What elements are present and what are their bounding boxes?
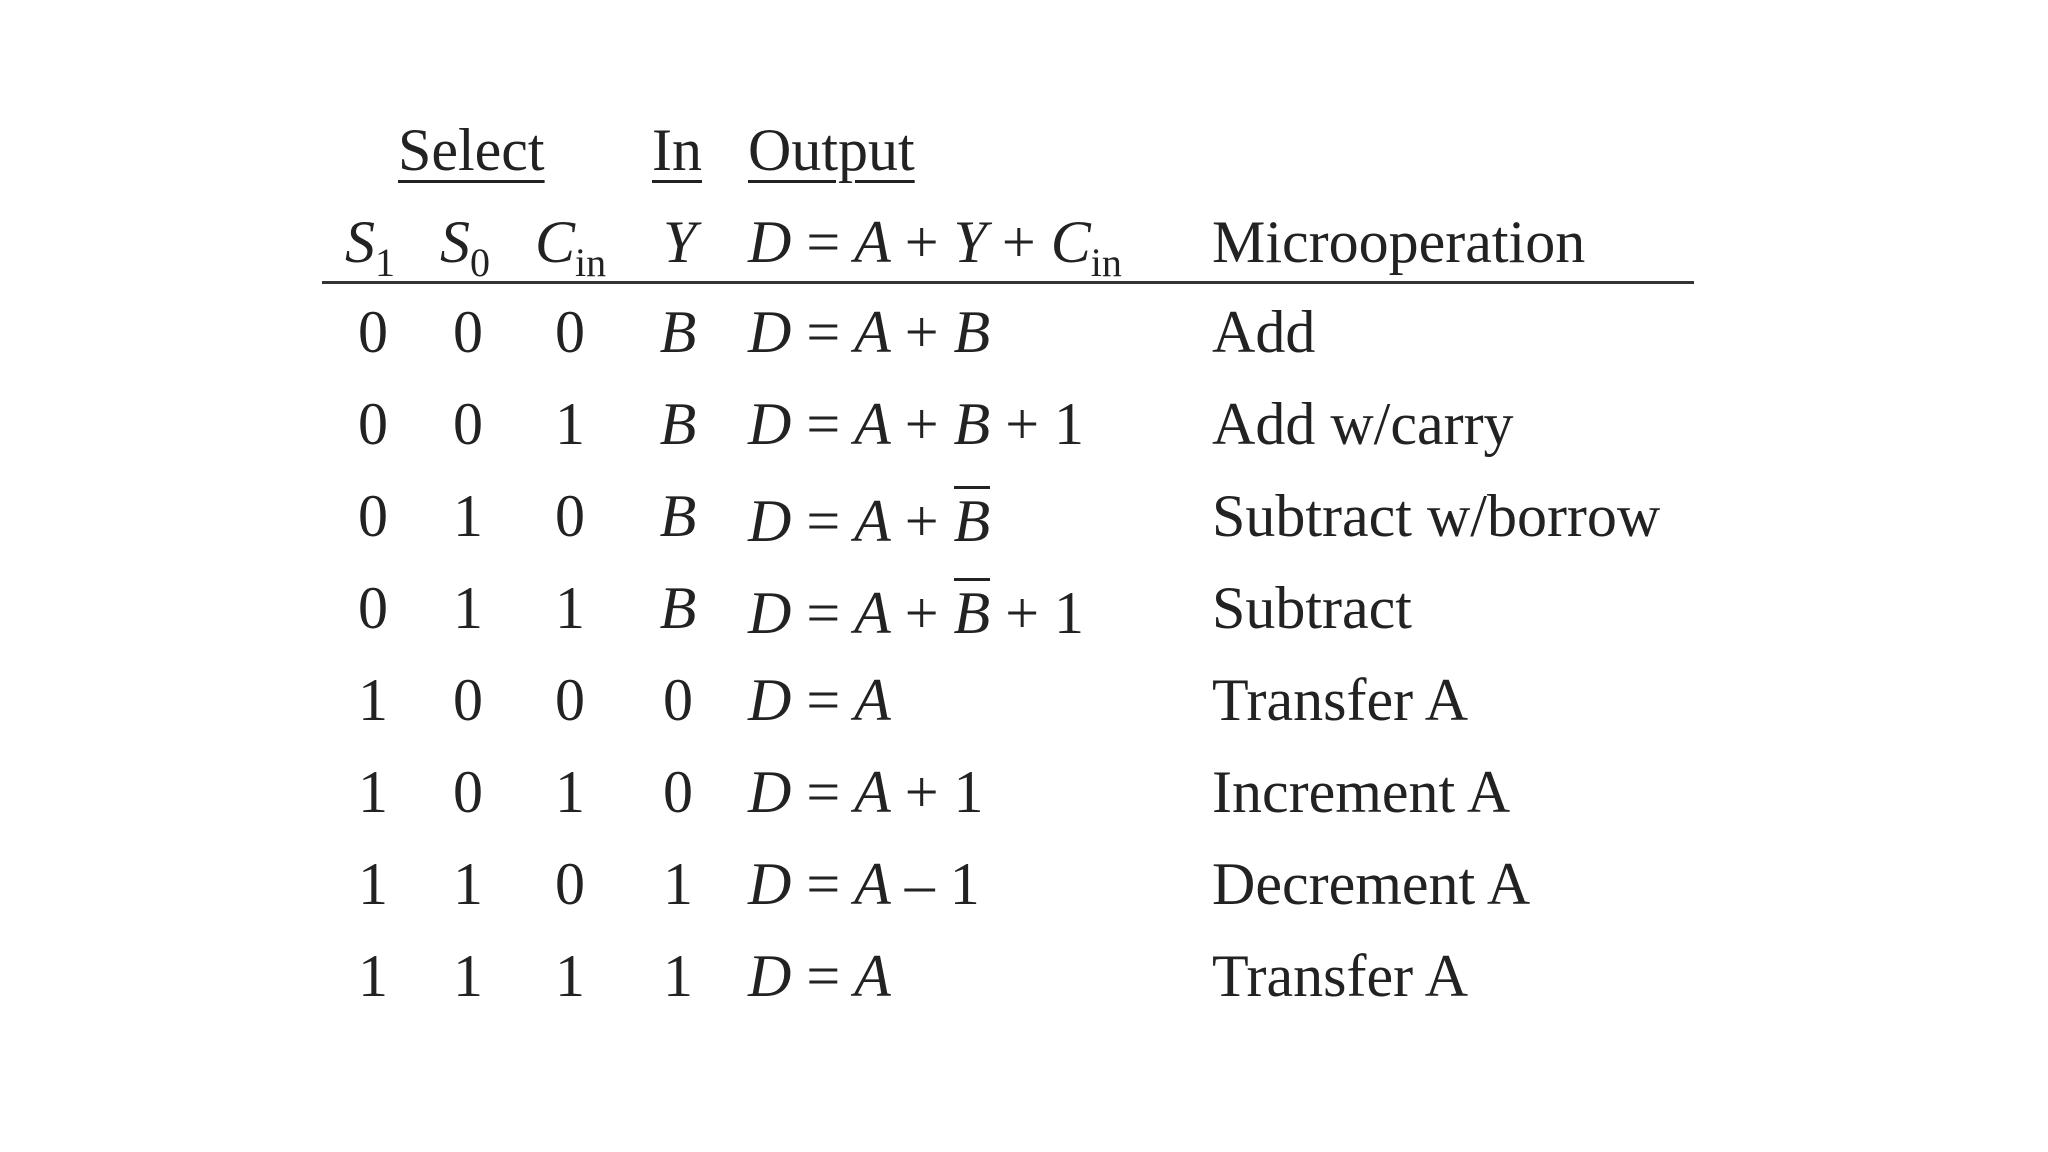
column-header-microoperation: Microoperation [1212, 209, 1586, 275]
cell-output: D = A + B [748, 488, 991, 554]
cell-cin: 1 [555, 759, 585, 825]
cell-output: D = A + B + 1 [748, 580, 1085, 646]
column-header-output-formula: $D = A + Y + C_{in}$ [748, 209, 1122, 285]
column-header-s1: $S_1$ [345, 209, 395, 285]
column-header-s0: $S_0$ [440, 209, 490, 285]
cell-microoperation: Increment A [1212, 759, 1511, 825]
cell-microoperation: Transfer A [1212, 667, 1469, 733]
cell-y: 1 [663, 851, 693, 917]
cell-y: B [659, 299, 697, 365]
cell-s0: 0 [453, 391, 483, 457]
cell-output: D = A – 1 [748, 851, 980, 917]
column-header-y: Y [663, 209, 697, 275]
cell-y: 1 [663, 943, 693, 1009]
cell-output: D = A [748, 943, 891, 1009]
cell-s0: 1 [453, 851, 483, 917]
cell-microoperation: Decrement A [1212, 851, 1531, 917]
cell-microoperation: Subtract w/borrow [1212, 483, 1661, 549]
cell-cin: 0 [555, 483, 585, 549]
cell-microoperation: Transfer A [1212, 943, 1469, 1009]
column-header-cin: $C_{in}$ [535, 209, 607, 285]
cell-s0: 1 [453, 483, 483, 549]
cell-y: B [659, 483, 697, 549]
cell-cin: 0 [555, 667, 585, 733]
cell-s0: 1 [453, 575, 483, 641]
cell-s1: 0 [358, 483, 388, 549]
cell-s1: 0 [358, 299, 388, 365]
group-label-output: Output [748, 117, 915, 183]
cell-cin: 1 [555, 391, 585, 457]
cell-s1: 1 [358, 667, 388, 733]
group-label-in: In [652, 117, 702, 183]
cell-cin: 0 [555, 851, 585, 917]
cell-s1: 0 [358, 575, 388, 641]
cell-s1: 0 [358, 391, 388, 457]
cell-microoperation: Subtract [1212, 575, 1412, 641]
cell-s0: 0 [453, 299, 483, 365]
cell-cin: 0 [555, 299, 585, 365]
cell-microoperation: Add w/carry [1212, 391, 1514, 457]
cell-s1: 1 [358, 851, 388, 917]
header-rule [322, 281, 1694, 284]
cell-y: 0 [663, 667, 693, 733]
cell-microoperation: Add [1212, 299, 1316, 365]
cell-s1: 1 [358, 943, 388, 1009]
cell-output: D = A + B + 1 [748, 391, 1085, 457]
cell-output: D = A + B [748, 299, 991, 365]
cell-y: B [659, 391, 697, 457]
cell-output: D = A [748, 667, 891, 733]
cell-s1: 1 [358, 759, 388, 825]
cell-s0: 1 [453, 943, 483, 1009]
cell-y: B [659, 575, 697, 641]
cell-s0: 0 [453, 667, 483, 733]
cell-y: 0 [663, 759, 693, 825]
cell-s0: 0 [453, 759, 483, 825]
cell-cin: 1 [555, 575, 585, 641]
group-label-select: Select [398, 117, 545, 183]
cell-output: D = A + 1 [748, 759, 984, 825]
cell-cin: 1 [555, 943, 585, 1009]
